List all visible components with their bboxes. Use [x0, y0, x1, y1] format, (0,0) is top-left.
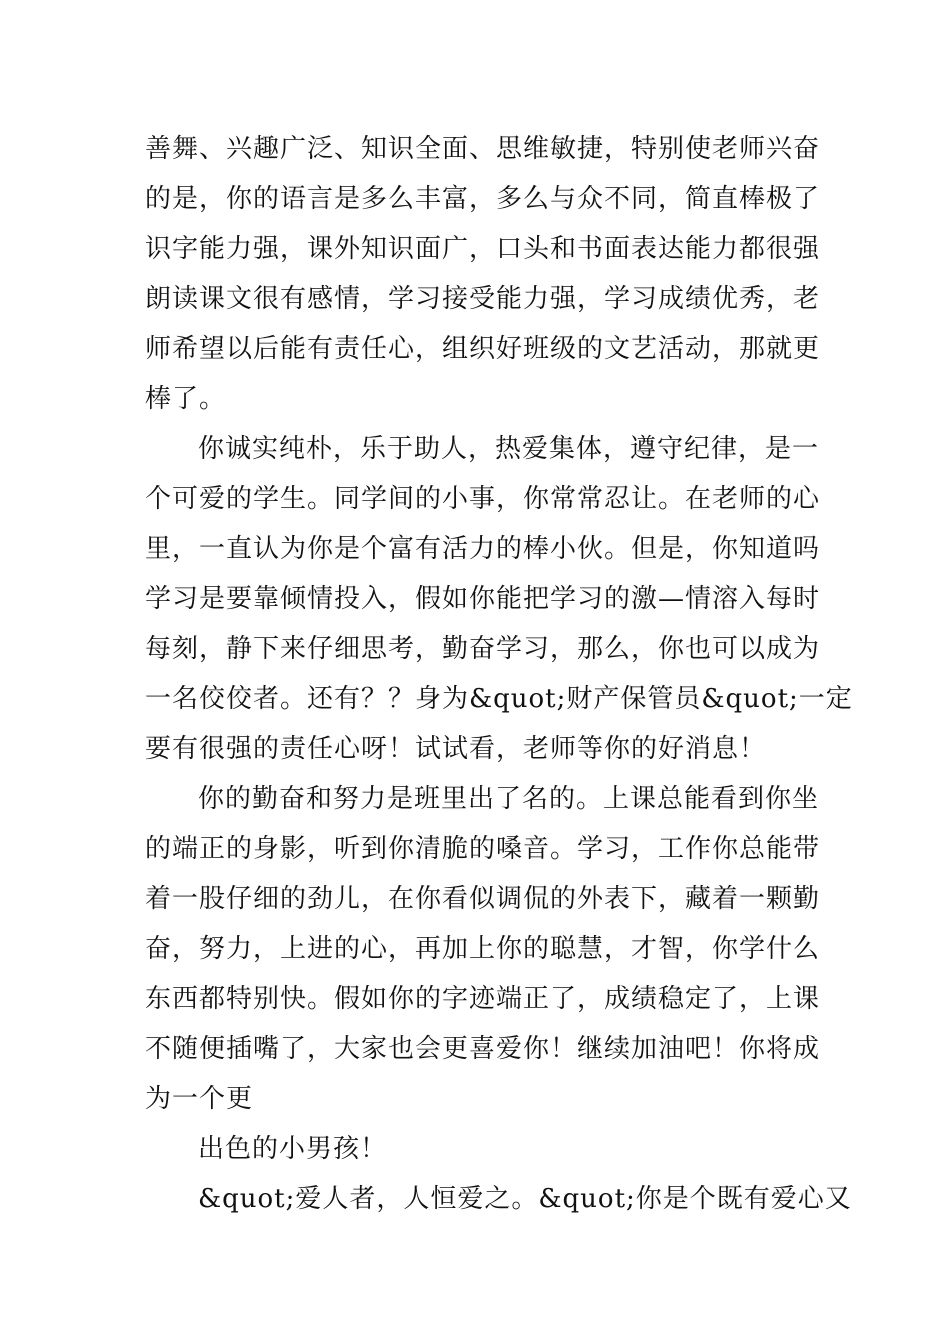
text-line: 朗读课文很有感情，学习接受能力强，学习成绩优秀，老	[145, 284, 821, 314]
paragraph-first-line: 出色的小男孩！	[198, 1134, 388, 1164]
text-line: 一名佼佼者。还有？？身为&quot;财产保管员&quot;一定	[145, 684, 853, 714]
text-line: 师希望以后能有责任心，组织好班级的文艺活动，那就更	[145, 334, 821, 364]
paragraph-first-line: 你的勤奋和努力是班里出了名的。上课总能看到你坐	[198, 784, 820, 814]
text-line: 善舞、兴趣广泛、知识全面、思维敏捷，特别使老师兴奋	[145, 134, 821, 164]
text-line: 学习是要靠倾情投入，假如你能把学习的激—情溶入每时	[145, 584, 821, 614]
text-line: 识字能力强，课外知识面广，口头和书面表达能力都很强	[145, 234, 821, 264]
text-line: 着一股仔细的劲儿，在你看似调侃的外表下，藏着一颗勤	[145, 884, 821, 914]
text-line: 个可爱的学生。同学间的小事，你常常忍让。在老师的心	[145, 484, 821, 514]
text-line: 为一个更	[145, 1084, 254, 1114]
text-line: 不随便插嘴了，大家也会更喜爱你！继续加油吧！你将成	[145, 1034, 821, 1064]
text-line: 要有很强的责任心呀！试试看，老师等你的好消息！	[145, 734, 767, 764]
text-line: 的是，你的语言是多么丰富，多么与众不同，简直棒极了	[145, 184, 821, 214]
paragraph-first-line: &quot;爱人者，人恒爱之。&quot;你是个既有爱心又	[198, 1184, 852, 1214]
text-line: 棒了。	[145, 384, 227, 414]
text-line: 东西都特别快。假如你的字迹端正了，成绩稳定了，上课	[145, 984, 821, 1014]
text-line: 每刻，静下来仔细思考，勤奋学习，那么，你也可以成为	[145, 634, 821, 664]
text-line: 里，一直认为你是个富有活力的棒小伙。但是，你知道吗	[145, 534, 821, 564]
text-line: 的端正的身影，听到你清脆的嗓音。学习，工作你总能带	[145, 834, 821, 864]
paragraph-first-line: 你诚实纯朴，乐于助人，热爱集体，遵守纪律，是一	[198, 434, 820, 464]
text-line: 奋，努力，上进的心，再加上你的聪慧，才智，你学什么	[145, 934, 821, 964]
